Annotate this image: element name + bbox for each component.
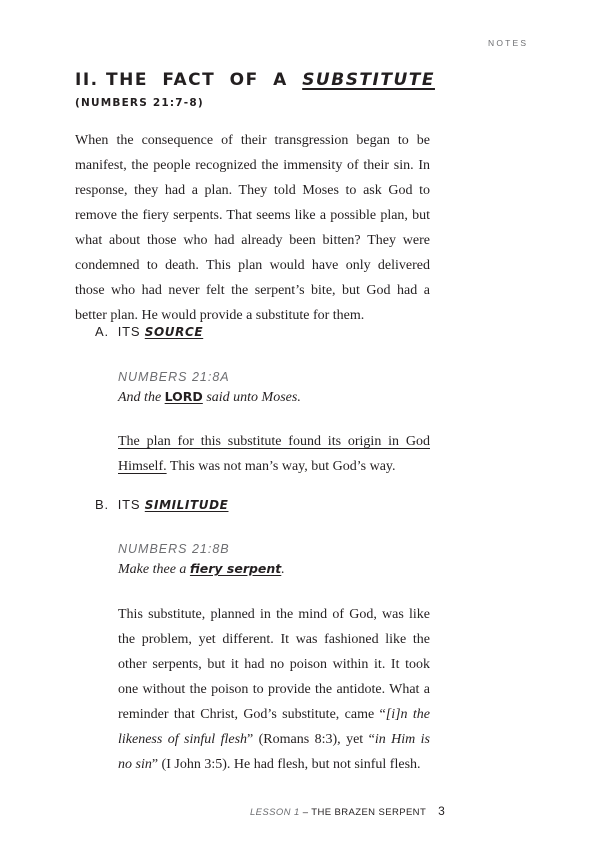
quote-keyword: fiery serpent	[189, 561, 282, 576]
inline-quote: in Him is no sin	[118, 732, 430, 772]
scripture-reference: NUMBERS 21:8A	[118, 370, 230, 384]
subsection-paragraph	[118, 429, 430, 479]
subsection-heading-a	[95, 324, 203, 339]
footer-title: THE BRAZEN SERPENT	[311, 807, 427, 818]
paragraph-text: This was not man’s way, but God’s way.	[166, 459, 396, 474]
heading-reference: (NUMBERS 21:7-8)	[75, 97, 204, 109]
paragraph-text: This substitute, planned in the mind of God, was like the problem, yet different. It was fashioned like the other serpents, but it had no poison within it. It took one without the poison to provide the antidote. What a reminder that Christ, God’s substitute, came “	[118, 607, 430, 722]
subsection-emphasis: SIMILITUDE	[144, 498, 229, 512]
heading-word: A	[273, 70, 288, 90]
section-heading	[75, 70, 435, 90]
inline-quote: [i]n the likeness of sinful flesh	[118, 707, 430, 747]
subsection-prefix: ITS	[117, 497, 141, 512]
page-footer	[250, 804, 445, 818]
intro-paragraph: When the consequence of their transgression began to be manifest, the people recognized the immensity of their sin. In response, they had a plan. They told Moses to ask God to remove the fiery serpents. That seems like a possible plan, but what about those who had already been bitten? They were condemned to death. This plan would have only delivered those who had never felt the serpent’s bite, but God had a better plan. He would provide a substitute for them.	[75, 133, 430, 323]
scripture-quote	[118, 389, 301, 406]
notes-margin-label: NOTES	[488, 38, 529, 48]
page-number: 3	[438, 804, 446, 818]
subsection-marker: B.	[95, 497, 109, 512]
subsection-marker: A.	[95, 324, 109, 339]
scripture-quote	[118, 561, 285, 578]
subsection-emphasis: SOURCE	[144, 325, 204, 339]
heading-word: FACT	[162, 70, 216, 90]
quote-text: .	[281, 562, 285, 577]
quote-text: And the	[118, 390, 165, 405]
heading-word: II. THE	[75, 70, 148, 90]
quote-keyword: LORD	[164, 389, 203, 404]
heading-word: OF	[229, 70, 259, 90]
paragraph-text: ” (I John 3:5). He had flesh, but not sinful flesh.	[151, 757, 421, 772]
subsection-heading-b	[95, 497, 228, 512]
subsection-paragraph	[118, 602, 430, 777]
quote-text: said unto Moses.	[202, 390, 301, 405]
heading-emphasis: SUBSTITUTE	[302, 70, 435, 90]
footer-lesson: LESSON 1	[250, 807, 300, 818]
paragraph-text: ” (Romans 8:3), yet “	[247, 732, 375, 747]
footer-separator: –	[299, 807, 312, 818]
underlined-statement: The plan for this substitute found its origin in God Himself.	[118, 434, 430, 474]
subsection-prefix: ITS	[117, 324, 141, 339]
scripture-reference: NUMBERS 21:8B	[118, 542, 230, 556]
quote-text: Make thee a	[118, 562, 190, 577]
